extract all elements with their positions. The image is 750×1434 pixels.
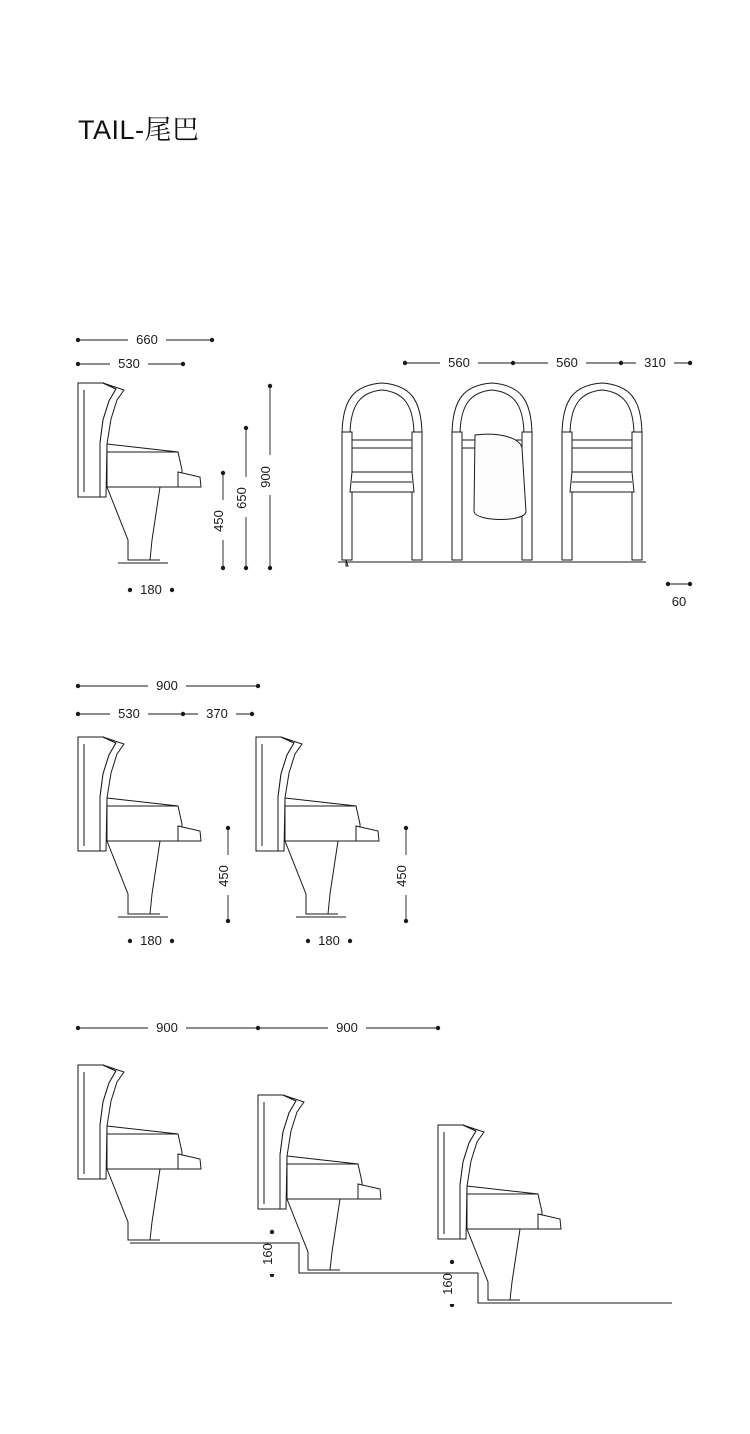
- dim-180-b: [128, 932, 174, 949]
- svg-text:530: 530: [118, 706, 140, 721]
- dim-530-a: [76, 355, 185, 372]
- chair-front-3: [562, 383, 642, 560]
- svg-text:530: 530: [118, 356, 140, 371]
- view-side-pair: [76, 677, 414, 949]
- dim-560-a: [403, 354, 515, 371]
- svg-text:660: 660: [136, 332, 158, 347]
- dim-900-h: [76, 677, 260, 694]
- dim-180-c: [306, 932, 352, 949]
- view-side-tiered: [76, 1019, 672, 1307]
- view-front-row: [338, 354, 692, 609]
- dim-60: [666, 582, 692, 609]
- svg-text:180: 180: [140, 582, 162, 597]
- page-title: TAIL-尾巴: [78, 115, 200, 145]
- dim-160-b: [440, 1260, 460, 1307]
- dim-160-a: [260, 1230, 280, 1277]
- dim-560-b: [513, 354, 623, 371]
- chair-side-profile-1: [78, 383, 201, 563]
- view-side-single: [76, 331, 278, 598]
- chair-tier-1: [78, 1065, 201, 1240]
- svg-text:180: 180: [318, 933, 340, 948]
- dim-530-b: [76, 705, 185, 722]
- svg-text:900: 900: [336, 1020, 358, 1035]
- chair-front-1: [342, 383, 422, 566]
- dim-310: [621, 354, 692, 371]
- dim-900-h-b: [76, 1019, 260, 1036]
- svg-text:560: 560: [556, 355, 578, 370]
- svg-text:450: 450: [216, 865, 231, 887]
- dim-650-v: [234, 426, 254, 570]
- chair-side-profile-2: [78, 737, 201, 917]
- svg-text:450: 450: [394, 865, 409, 887]
- svg-text:900: 900: [156, 1020, 178, 1035]
- dim-370: [183, 705, 254, 722]
- svg-text:60: 60: [671, 594, 687, 609]
- dim-900-h-c: [258, 1019, 440, 1036]
- dim-450-v-b: [216, 826, 236, 923]
- svg-text:650: 650: [234, 487, 249, 509]
- dim-450-v-a: [211, 471, 231, 570]
- svg-text:370: 370: [206, 706, 228, 721]
- dim-180-a: [128, 581, 174, 598]
- svg-text:900: 900: [156, 678, 178, 693]
- chair-side-profile-3: [256, 737, 379, 917]
- svg-text:310: 310: [644, 355, 666, 370]
- svg-text:160: 160: [440, 1273, 455, 1295]
- dim-660: [76, 331, 214, 348]
- dim-450-v-c: [394, 826, 414, 923]
- svg-text:180: 180: [140, 933, 162, 948]
- dim-900-v: [258, 384, 278, 570]
- svg-text:560: 560: [448, 355, 470, 370]
- svg-text:450: 450: [211, 510, 226, 532]
- svg-text:160: 160: [260, 1243, 275, 1265]
- svg-text:900: 900: [258, 466, 273, 488]
- chair-front-2: [452, 383, 532, 560]
